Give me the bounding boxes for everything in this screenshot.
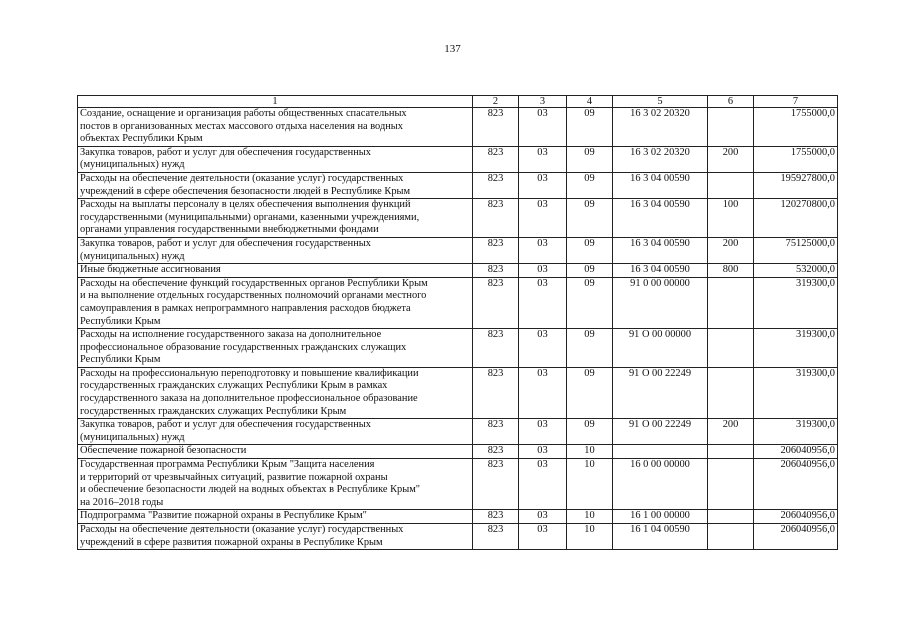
cell-admin-code: 823 xyxy=(473,445,519,459)
cell-description xyxy=(78,199,473,238)
table-row xyxy=(78,199,838,238)
description-line: органами управления государственными внебюджетными фондами xyxy=(80,224,379,236)
cell-description xyxy=(78,237,473,263)
cell-expense-type: 200 xyxy=(708,237,754,263)
cell-admin-code: 823 xyxy=(473,237,519,263)
cell-subsection: 09 xyxy=(567,146,613,172)
cell-section: 03 xyxy=(519,264,567,278)
description-line: учреждений в сфере развития пожарной охраны в Республике Крым xyxy=(80,536,383,548)
description-line: Расходы на обеспечение деятельности (оказание услуг) государственных xyxy=(80,172,404,184)
cell-section: 03 xyxy=(519,510,567,524)
description-line: государственного заказа на дополнительное профессиональное образование xyxy=(80,393,418,405)
cell-section: 03 xyxy=(519,524,567,550)
table-row xyxy=(78,445,838,459)
column-header-6: 6 xyxy=(708,96,754,108)
table-row xyxy=(78,172,838,198)
cell-subsection: 09 xyxy=(567,264,613,278)
cell-target-article: 91 0 00 00000 xyxy=(613,277,708,328)
cell-expense-type xyxy=(708,445,754,459)
table-row xyxy=(78,277,838,328)
description-line: учреждений в сфере обеспечения безопасности людей в Республике Крым xyxy=(80,185,411,197)
description-line: Республики Крым xyxy=(80,315,161,327)
cell-description xyxy=(78,264,473,278)
cell-expense-type: 200 xyxy=(708,146,754,172)
description-line: Расходы на профессиональную переподготовку и повышение квалификации xyxy=(80,367,419,379)
cell-description xyxy=(78,524,473,550)
cell-target-article: 16 3 02 20320 xyxy=(613,108,708,147)
description-line: и территорий от чрезвычайных ситуаций, развитие пожарной охраны xyxy=(80,471,388,483)
description-line: государственных гражданских служащих Республики Крым в рамках xyxy=(80,380,388,392)
description-line: Расходы на обеспечение деятельности (оказание услуг) государственных xyxy=(80,524,404,535)
budget-table xyxy=(77,95,838,550)
cell-admin-code: 823 xyxy=(473,419,519,445)
cell-target-article: 16 3 04 00590 xyxy=(613,264,708,278)
description-line: объектах Республики Крым xyxy=(80,133,203,145)
cell-target-article: 16 0 00 00000 xyxy=(613,459,708,510)
description-line: на 2016–2018 годы xyxy=(80,496,164,508)
column-header-5: 5 xyxy=(613,96,708,108)
description-line: Расходы на выплаты персоналу в целях обеспечения выполнения функций xyxy=(80,199,411,211)
page-number: 137 xyxy=(444,43,461,55)
cell-section: 03 xyxy=(519,146,567,172)
cell-target-article: 91 О 00 22249 xyxy=(613,419,708,445)
cell-description xyxy=(78,108,473,147)
table-row xyxy=(78,510,838,524)
cell-expense-type xyxy=(708,367,754,418)
cell-subsection: 09 xyxy=(567,419,613,445)
description-line: Закупка товаров, работ и услуг для обеспечения государственных xyxy=(80,237,371,249)
table-body xyxy=(78,108,838,550)
cell-expense-type xyxy=(708,329,754,368)
cell-target-article: 16 3 04 00590 xyxy=(613,199,708,238)
description-line: государственными (муниципальными) органами, казенными учреждениями, xyxy=(80,211,420,223)
description-line: Обеспечение пожарной безопасности xyxy=(80,445,247,457)
description-line: Государственная программа Республики Крым "Защита населения xyxy=(80,459,375,471)
cell-admin-code: 823 xyxy=(473,108,519,147)
cell-admin-code: 823 xyxy=(473,172,519,198)
cell-expense-type xyxy=(708,172,754,198)
column-header-4: 4 xyxy=(567,96,613,108)
cell-expense-type: 200 xyxy=(708,419,754,445)
cell-subsection: 10 xyxy=(567,459,613,510)
cell-section: 03 xyxy=(519,445,567,459)
cell-subsection: 10 xyxy=(567,510,613,524)
cell-section: 03 xyxy=(519,199,567,238)
table-row xyxy=(78,459,838,510)
cell-admin-code: 823 xyxy=(473,524,519,550)
description-line: и на выполнение отдельных государственных полномочий органами местного xyxy=(80,290,427,302)
table-row xyxy=(78,264,838,278)
description-line: Расходы на исполнение государственного заказа на дополнительное xyxy=(80,329,382,341)
table-row xyxy=(78,329,838,368)
cell-section: 03 xyxy=(519,367,567,418)
cell-amount: 206040956,0 xyxy=(754,524,838,550)
cell-expense-type xyxy=(708,510,754,524)
column-header-2: 2 xyxy=(473,96,519,108)
cell-subsection: 09 xyxy=(567,367,613,418)
cell-amount: 319300,0 xyxy=(754,419,838,445)
description-line: Закупка товаров, работ и услуг для обеспечения государственных xyxy=(80,419,371,431)
cell-target-article: 16 1 04 00590 xyxy=(613,524,708,550)
cell-subsection: 09 xyxy=(567,329,613,368)
description-line: профессиональное образование государственных гражданских служащих xyxy=(80,341,407,353)
cell-expense-type: 800 xyxy=(708,264,754,278)
cell-target-article xyxy=(613,445,708,459)
cell-admin-code: 823 xyxy=(473,146,519,172)
description-line: Расходы на обеспечение функций государственных органов Республики Крым xyxy=(80,277,428,289)
table-row xyxy=(78,146,838,172)
cell-target-article: 16 3 04 00590 xyxy=(613,237,708,263)
cell-amount: 532000,0 xyxy=(754,264,838,278)
cell-admin-code: 823 xyxy=(473,199,519,238)
cell-admin-code: 823 xyxy=(473,277,519,328)
table-header-row xyxy=(78,96,838,108)
description-line: и обеспечение безопасности людей на водных объектах в Республике Крым" xyxy=(80,484,421,496)
cell-description xyxy=(78,367,473,418)
cell-subsection: 10 xyxy=(567,524,613,550)
cell-target-article: 91 О 00 00000 xyxy=(613,329,708,368)
cell-target-article: 16 3 04 00590 xyxy=(613,172,708,198)
description-line: (муниципальных) нужд xyxy=(80,250,185,262)
cell-section: 03 xyxy=(519,459,567,510)
cell-section: 03 xyxy=(519,172,567,198)
cell-section: 03 xyxy=(519,419,567,445)
description-line: Иные бюджетные ассигнования xyxy=(80,264,221,276)
cell-amount: 206040956,0 xyxy=(754,459,838,510)
cell-description xyxy=(78,445,473,459)
cell-target-article: 91 О 00 22249 xyxy=(613,367,708,418)
cell-description xyxy=(78,419,473,445)
cell-admin-code: 823 xyxy=(473,459,519,510)
cell-subsection: 10 xyxy=(567,445,613,459)
cell-amount: 319300,0 xyxy=(754,367,838,418)
description-line: Республики Крым xyxy=(80,354,161,366)
cell-amount: 120270800,0 xyxy=(754,199,838,238)
cell-subsection: 09 xyxy=(567,277,613,328)
description-line: Подпрограмма "Развитие пожарной охраны в Республике Крым" xyxy=(80,510,367,522)
cell-admin-code: 823 xyxy=(473,264,519,278)
cell-expense-type xyxy=(708,277,754,328)
description-line: государственных гражданских служащих Республики Крым xyxy=(80,405,347,417)
cell-description xyxy=(78,459,473,510)
cell-target-article: 16 3 02 20320 xyxy=(613,146,708,172)
cell-amount: 195927800,0 xyxy=(754,172,838,198)
cell-description xyxy=(78,146,473,172)
description-line: (муниципальных) нужд xyxy=(80,431,185,443)
cell-expense-type xyxy=(708,524,754,550)
column-header-7: 7 xyxy=(754,96,838,108)
column-header-1: 1 xyxy=(78,96,473,108)
cell-section: 03 xyxy=(519,277,567,328)
cell-subsection: 09 xyxy=(567,172,613,198)
cell-description xyxy=(78,277,473,328)
description-line: постов в организованных местах массового отдыха населения на водных xyxy=(80,120,403,132)
cell-amount: 319300,0 xyxy=(754,329,838,368)
cell-admin-code: 823 xyxy=(473,329,519,368)
cell-amount: 1755000,0 xyxy=(754,108,838,147)
table-row xyxy=(78,524,838,550)
cell-admin-code: 823 xyxy=(473,510,519,524)
cell-subsection: 09 xyxy=(567,108,613,147)
description-line: (муниципальных) нужд xyxy=(80,159,185,171)
cell-section: 03 xyxy=(519,237,567,263)
cell-expense-type xyxy=(708,459,754,510)
cell-amount: 206040956,0 xyxy=(754,510,838,524)
cell-expense-type xyxy=(708,108,754,147)
cell-amount: 75125000,0 xyxy=(754,237,838,263)
cell-description xyxy=(78,510,473,524)
cell-expense-type: 100 xyxy=(708,199,754,238)
cell-subsection: 09 xyxy=(567,237,613,263)
description-line: Закупка товаров, работ и услуг для обеспечения государственных xyxy=(80,146,371,158)
cell-section: 03 xyxy=(519,108,567,147)
cell-amount: 319300,0 xyxy=(754,277,838,328)
description-line: самоуправления в рамках непрограммного направления расходов бюджета xyxy=(80,302,411,314)
cell-amount: 206040956,0 xyxy=(754,445,838,459)
cell-amount: 1755000,0 xyxy=(754,146,838,172)
cell-subsection: 09 xyxy=(567,199,613,238)
cell-target-article: 16 1 00 00000 xyxy=(613,510,708,524)
description-line: Создание, оснащение и организация работы общественных спасательных xyxy=(80,108,407,119)
cell-description xyxy=(78,172,473,198)
table-row xyxy=(78,237,838,263)
column-header-3: 3 xyxy=(519,96,567,108)
cell-description xyxy=(78,329,473,368)
table-row xyxy=(78,367,838,418)
cell-admin-code: 823 xyxy=(473,367,519,418)
table-row xyxy=(78,108,838,147)
table-row xyxy=(78,419,838,445)
cell-section: 03 xyxy=(519,329,567,368)
